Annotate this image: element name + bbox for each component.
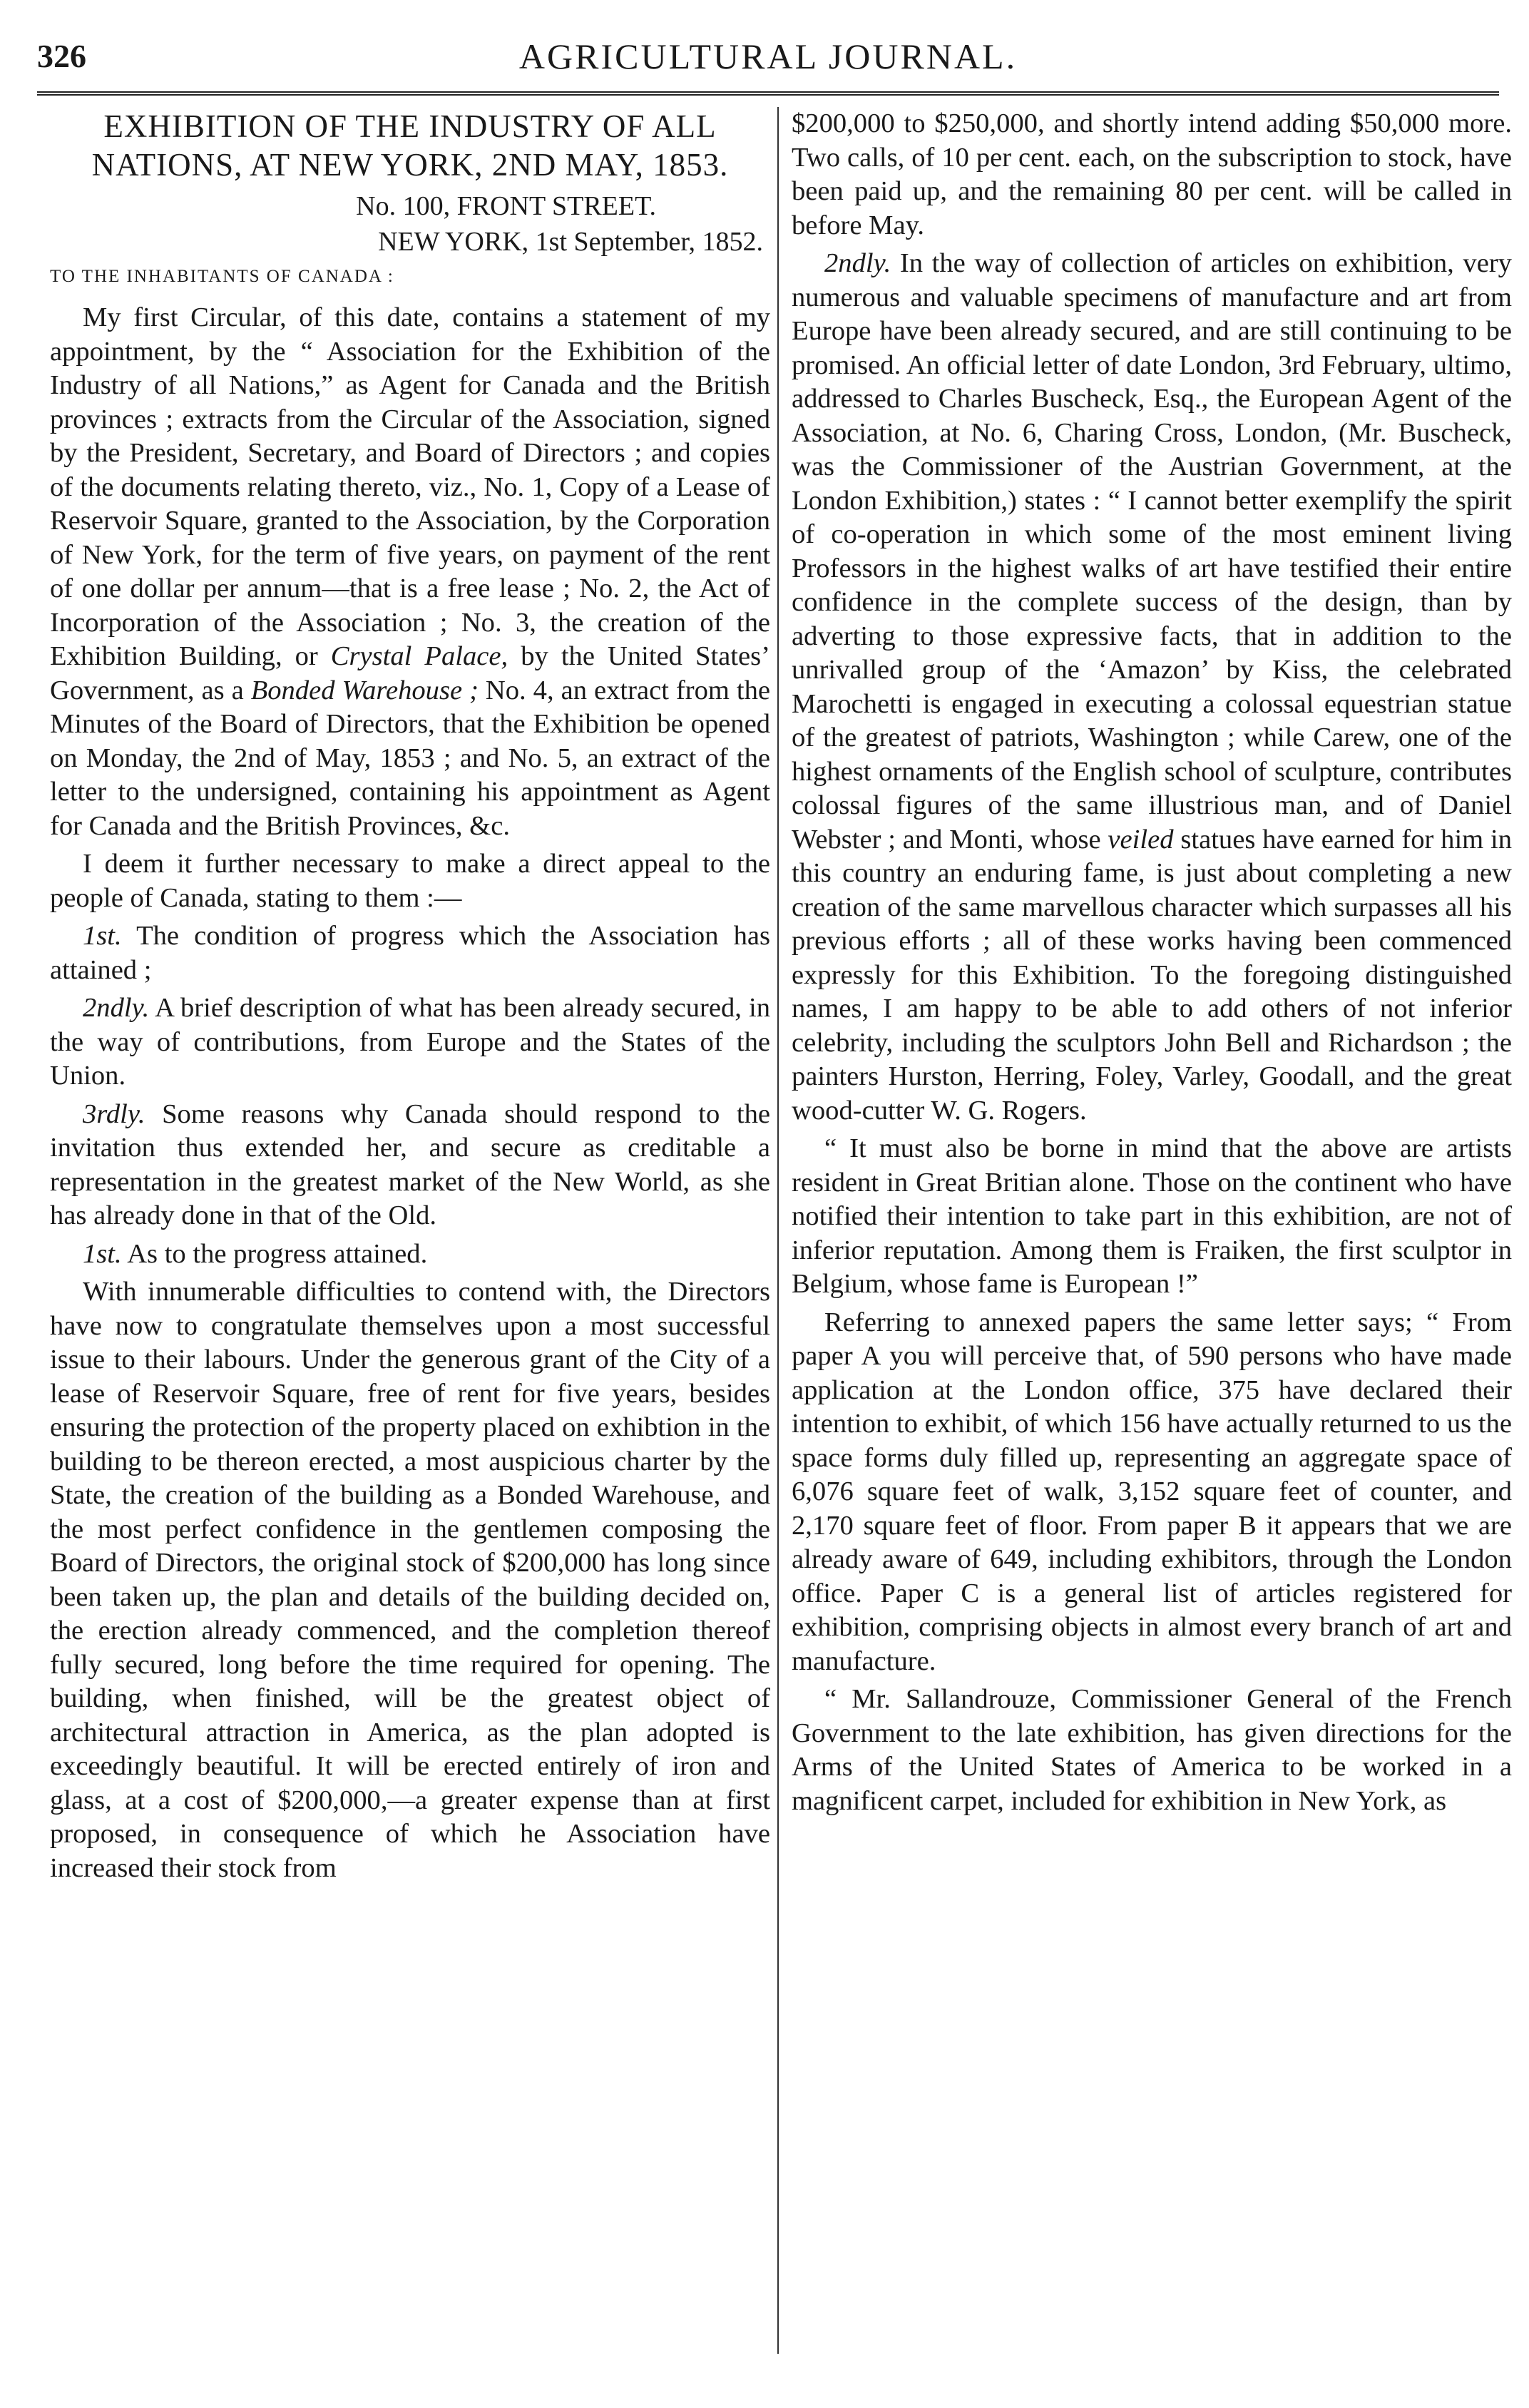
list-label: 1st. [83,1238,122,1269]
address-line-2: NEW YORK, 1st September, 1852. [378,227,763,257]
paragraph: I deem it further necessary to make a direct appeal to the people of Canada, stating to them :— [50,849,770,913]
list-label: 1st. [83,921,122,951]
paragraph-text: by the United States’ Government, as a [50,641,770,705]
paragraph-text: As to the progress attained. [127,1238,428,1269]
column-divider [777,107,779,2354]
running-head: AGRICULTURAL JOURNAL. [518,36,1018,76]
article-title [50,107,770,184]
right-column [792,107,1512,2375]
paragraph-text: Some reasons why Canada should respond to the invitation thus extended her, and secure as creditable a representation in the greatest market of the New World, as she has already done in that of the Old. [50,1098,770,1230]
paragraph [50,919,770,987]
paragraph [50,991,770,1093]
paragraph: With innumerable difficulties to contend with, the Directors have now to congratulate themselves upon a most successful issue to their labours. Under the generous grant of the City of a lease of Reservoir Square, free of rent for five years, besides ensuring the protection of the property placed on exhibtion in the building to be thereon erected, a most auspicious charter by the State, the creation of the building as a Bonded Warehouse, and the most perfect confidence in the gentlemen composing the Board of Directors, the original stock of $200,000 has long since been taken up, the plan and details of the building decided on, the erection already commenced, and the completion thereof fully secured, long before the time required for opening. The building, when finished, will be the greatest object of architectural attraction in America, as the plan adopted is exceedingly beautiful. It will be erected entirely of iron and glass, at a cost of $200,000,—a greater expense than at first proposed, in consequence of which he Association have increased their stock from [50,1277,770,1883]
paragraph [792,247,1512,1128]
paragraph-text: No. 4, an extract from the Minutes of the Board of Directors, that the Exhibition be opened on Monday, the 2nd of May, 1853 ; and No. 5, an extract of the letter to the undersigned, containing his appointment as Agent for Canada and the British Provinces, &c. [50,675,770,841]
paragraph [50,1238,770,1272]
salutation: TO THE INHABITANTS OF CANADA : [50,267,394,286]
paragraph: “ Mr. Sallandrouze, Commissioner General of the French Government to the late exhibition, has given directions for the Arms of the United States of America to be worked in a magnificent carpet, included for exhibition in New York, as [792,1684,1512,1816]
paragraph: $200,000 to $250,000, and shortly intend adding $50,000 more. Two calls, of 10 per cent. each, on the subscription to stock, have been paid up, and the remaining 80 per cent. will be called in before May. [792,108,1512,240]
header-rule [37,91,1499,96]
italic-text: veiled [1108,824,1174,854]
list-label: 2ndly. [824,248,891,278]
paragraph: Referring to annexed papers the same letter says; “ From paper A you will perceive that, of 590 persons who have made application at the London office, 375 have declared their intention to exhibit, of which 156 have actually returned to us the space forms duly filled up, representing an aggregate space of 6,076 square feet of walk, 3,152 square feet of counter, and 2,170 square feet of floor. From paper B it appears that we are already aware of 649, including exhibitors, through the London office. Paper C is a general list of articles registered for exhibition, comprising objects in almost every branch of art and manufacture. [792,1307,1512,1676]
paragraph-text: In the way of collection of articles on exhibition, very numerous and valuable specimens of manufacture and art from Europe have been already secured, and are still continuing to be promised. An official letter of date London, 3rd February, ultimo, addressed to Charles Buscheck, Esq., the European Agent of the Association, at No. 6, Charing Cross, London, (Mr. Buscheck, was the Commissioner of the Austrian Government, at the London Exhibition,) states : “ I cannot better exemplify the spirit of co-operation in which some of the most eminent living Professors in the highest walks of art have testified their entire confidence in the complete success of the design, than by adverting to those expressive facts, that in addition to the unrivalled group of the ‘Amazon’ by Kiss, the celebrated Marochetti is engaged in executing a colossal equestrian statue of the greatest of patriots, Washington ; while Carew, one of the highest ornaments of the English school of sculpture, contributes colossal figures of the same illustrious man, and of Daniel Webster ; and Monti, whose [792,248,1512,854]
italic-text: Crystal Palace, [330,641,508,671]
page-header [37,30,1499,87]
page-number: 326 [37,38,86,74]
paragraph [50,301,770,843]
paragraph: “ It must also be borne in mind that the above are artists resident in Great Britian alone. Those on the continent who have notified their intention to take part in this exhibition, are not of inferior reputation. Among them is Fraiken, the first sculptor in Belgium, whose fame is European !” [792,1133,1512,1299]
italic-text: Bonded Warehouse ; [250,675,479,705]
list-label: 3rdly. [83,1098,145,1129]
paragraph [50,1098,770,1233]
title-line-1: EXHIBITION OF THE INDUSTRY OF ALL [103,108,717,144]
list-label: 2ndly. [83,993,150,1023]
address-line-1: No. 100, FRONT STREET. [356,191,656,221]
title-line-2: NATIONS, AT NEW YORK, 2ND MAY, 1853. [91,147,729,183]
paragraph-text: The condition of progress which the Association has attained ; [50,921,770,985]
paragraph-text: statues have earned for him in this country an enduring fame, is just about completing a new creation of the same marvellous character which surpasses all his previous efforts ; all of these works having been commenced expressly for this Exhibition. To the foregoing distinguished names, I am happy to be able to add others of not inferior celebrity, including the sculptors John Bell and Richardson ; the painters Hurston, Herring, Foley, Varley, Goodall, and the great wood-cutter W. G. Rogers. [792,824,1512,1126]
paragraph-text: A brief description of what has been already secured, in the way of contributions, from Europe and the States of the Union. [50,993,770,1091]
left-column [50,107,770,2375]
paragraph-text: My first Circular, of this date, contains a statement of my appointment, by the “ Association for the Exhibition of the Industry of all Nations,” as Agent for Canada and the British provinces ; extracts from the Circular of the Association, signed by the President, Secretary, and Board of Directors ; and copies of the documents relating thereto, viz., No. 1, Copy of a Lease of Reservoir Square, granted to the Association, by the Corporation of New York, for the term of five years, on payment of the rent of one dollar per annum—that is a free lease ; No. 2, the Act of Incorporation of the Association ; No. 3, the creation of the Exhibition Building, or [50,302,770,671]
